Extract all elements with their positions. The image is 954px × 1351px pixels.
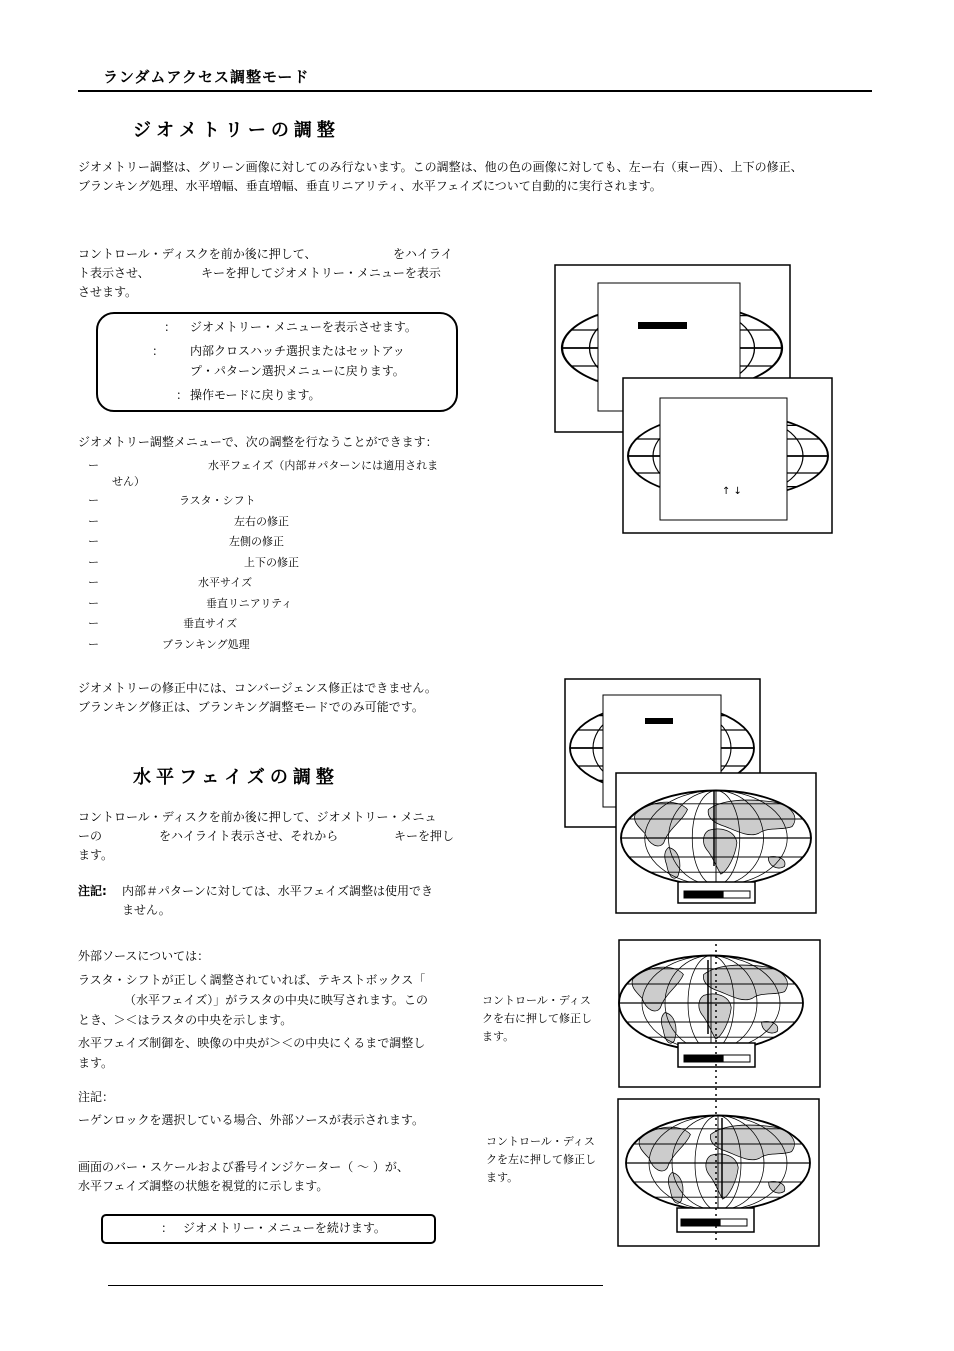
p1-line-2a: ーの — [78, 829, 103, 843]
bar-line-1: 画面のバー・スケールおよび番号インジケーター（ ～ ）が、 — [78, 1160, 409, 1174]
note-text-2: ません。 — [122, 903, 171, 917]
progress-bar-fill — [684, 1055, 724, 1062]
step-line-1a: コントロール・ディスクを前か後に押して、 — [78, 247, 317, 261]
list-item-continuation: せん） — [112, 475, 145, 488]
box1-text-4: 操作モードに戻ります。 — [190, 388, 321, 402]
step-line-1b: をハイライ — [393, 247, 453, 261]
bar-line-2: 水平フェイズ調整の状態を視覚的に示します。 — [78, 1179, 329, 1193]
p1-line-2c: キーを押し — [394, 829, 455, 843]
p1-line-3: ます。 — [78, 848, 114, 862]
ext-line-1: ラスタ・シフトが正しく調整されていれば、テキストボックス「 — [78, 973, 426, 987]
ext-line-2: （水平フェイズ）」がラスタの中央に映写されます。この — [124, 993, 428, 1007]
adjustment-list-intro: ジオメトリー調整メニューで、次の調整を行なうことができます： — [78, 435, 438, 449]
figure-push-left — [618, 1099, 819, 1246]
step-line-3: させます。 — [78, 285, 138, 299]
caption-push-right: コントロール・ディス クを右に押して修正し ます。 — [482, 994, 592, 1043]
step-line-2a: ト表示させ、 — [78, 266, 150, 280]
box1-text-3: プ・パターン選択メニューに戻ります。 — [190, 364, 405, 378]
section-heading-geometry: ジオメトリーの調整 — [133, 120, 340, 141]
ext-line-3: とき、＞＜はラスタの中央を示します。 — [78, 1013, 293, 1027]
box1-colon-1: ： — [164, 320, 177, 334]
intro-line-2: ブランキング処理、水平増幅、垂直増幅、垂直リニアリティ、水平フェイズについて自動的に実行されます。 — [78, 179, 662, 193]
menu-arrow-indicators: ↑ ↓ — [722, 486, 742, 497]
external-source-label: 外部ソースについては： — [78, 949, 210, 963]
note-line-1: ジオメトリーの修正中には、コンバージェンス修正はできません。 — [78, 681, 437, 695]
p1-line-1: コントロール・ディスクを前か後に押して、ジオメトリー・メニュ — [78, 810, 437, 824]
box1-colon-4: ： — [176, 388, 189, 402]
note2-text: ーゲンロックを選択している場合、外部ソースが表示されます。 — [78, 1113, 424, 1127]
box1-text-1: ジオメトリー・メニューを表示させます。 — [190, 320, 417, 334]
note-line-2: ブランキング修正は、ブランキング調整モードでのみ可能です。 — [78, 700, 424, 714]
box1-text-2: 内部クロスハッチ選択またはセットアッ — [190, 344, 405, 358]
box1-colon-2: ： — [152, 344, 165, 358]
progress-bar-fill — [684, 891, 724, 898]
step-line-2b: キーを押してジオメトリー・メニューを表示 — [201, 266, 441, 280]
p1-line-2b: をハイライト表示させ、それから — [159, 829, 339, 843]
box2-colon: ： — [161, 1221, 174, 1235]
note2-label: 注記： — [78, 1090, 115, 1104]
progress-bar-fill — [681, 1219, 721, 1226]
ext-line-4: 水平フェイズ制御を、映像の中央が＞＜の中央にくるまで調整し — [78, 1036, 426, 1050]
adjustment-list: ー 水平フェイズ（内部＃パターンには適用されま せん） ー ラスタ・シフト ー 左右の修正 ー 左側の修正 ー 上下の修正 ー 水平サイズ ー 垂直リニアリティ ー 垂直サイズ ー ブランキング処理 — [88, 459, 439, 651]
note-label: 注記: — [78, 884, 107, 898]
note-text-1: 内部＃パターンに対しては、水平フェイズ調整は使用でき — [122, 884, 434, 898]
box2-text: ジオメトリー・メニューを続けます。 — [183, 1221, 386, 1235]
figure-push-right — [619, 940, 820, 1087]
intro-line-1: ジオメトリー調整は、グリーン画像に対してのみ行ないます。この調整は、他の色の画像に対しても、左ー右（東ー西）、上下の修正、 — [78, 160, 803, 174]
caption-push-left: コントロール・ディス クを左に押して修正し ます。 — [486, 1135, 596, 1184]
ext-line-5: ます。 — [78, 1056, 114, 1070]
figure-geometry-menu — [555, 265, 832, 533]
figure-hphase-menu — [565, 679, 816, 913]
section-heading-hphase: 水平フェイズの調整 — [133, 767, 339, 788]
page-header-title: ランダムアクセス調整モード — [103, 68, 310, 86]
